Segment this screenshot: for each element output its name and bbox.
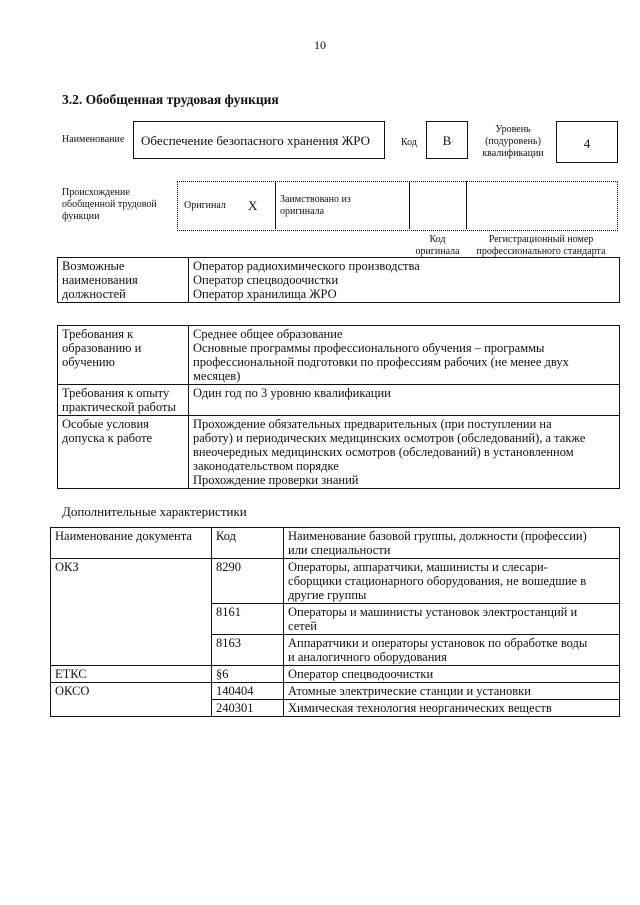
name-line: сетей <box>288 619 317 633</box>
name-line: Операторы и машинисты установок электростанций и <box>288 605 578 619</box>
level-label-line: (подуровень) <box>485 136 541 147</box>
cond-label <box>58 416 189 489</box>
reg-caption <box>466 234 616 258</box>
borrowed-label <box>280 194 351 218</box>
header-name-line: или специальности <box>288 543 391 557</box>
name-value-box <box>133 121 385 159</box>
cond-line: Прохождение проверки знаний <box>193 473 359 487</box>
edu-label-line: обучению <box>62 355 115 369</box>
code-cell: 8161 <box>212 604 284 635</box>
code-cell: 240301 <box>212 700 284 717</box>
doc-okz: ОКЗ <box>51 559 212 666</box>
positions-label <box>58 258 189 303</box>
positions-label-line: Возможные <box>62 259 125 273</box>
origin-label-line: функции <box>62 211 100 222</box>
name-line: другие группы <box>288 588 367 602</box>
header-name-line: Наименование базовой группы, должности (профессии) <box>288 529 587 543</box>
origin-divider <box>409 181 410 229</box>
cond-label-line: Особые условия <box>62 417 149 431</box>
name-label: Наименование <box>62 134 125 145</box>
exp-label-line: практической работы <box>62 400 176 414</box>
exp-value: Один год по 3 уровню квалификации <box>189 385 620 416</box>
header-doc: Наименование документа <box>51 528 212 559</box>
level-box <box>556 121 618 163</box>
level-label <box>474 124 552 160</box>
exp-label <box>58 385 189 416</box>
name-cell <box>284 559 620 604</box>
origin-label-line: Происхождение <box>62 187 130 198</box>
section-title: 3.2. Обобщенная трудовая функция <box>62 92 279 107</box>
positions-table <box>57 257 620 303</box>
positions-list <box>189 258 620 303</box>
name-cell <box>284 604 620 635</box>
positions-label-line: должностей <box>62 287 126 301</box>
reg-caption-line: Регистрационный номер <box>488 234 594 245</box>
name-line: и аналогичного оборудования <box>288 650 447 664</box>
level-value: 4 <box>583 136 591 151</box>
code-caption-line: Код <box>429 234 446 245</box>
edu-label <box>58 326 189 385</box>
name-cell: Химическая технология неорганических веществ <box>284 700 620 717</box>
position-item: Оператор спецводоочистки <box>193 273 339 287</box>
name-line: сборщики стационарного оборудования, не вошедшие в <box>288 574 587 588</box>
name-cell <box>284 635 620 666</box>
code-caption-line: оригинала <box>415 246 460 257</box>
code-cell: 8290 <box>212 559 284 604</box>
cond-label-line: допуска к работе <box>62 431 153 445</box>
code-cell: 8163 <box>212 635 284 666</box>
origin-label-line: обобщенной трудовой <box>62 199 157 210</box>
edu-label-line: Требования к <box>62 327 134 341</box>
name-value: Обеспечение безопасного хранения ЖРО <box>141 133 371 148</box>
page-number: 10 <box>314 38 326 52</box>
origin-box <box>177 181 618 231</box>
level-label-line: квалификации <box>482 148 544 159</box>
name-line: Аппаратчики и операторы установок по обработке воды <box>288 636 588 650</box>
header-name <box>284 528 620 559</box>
doc-okso: ОКСО <box>51 683 212 717</box>
code-cell: §6 <box>212 666 284 683</box>
doc-etks: ЕТКС <box>51 666 212 683</box>
cond-value <box>189 416 620 489</box>
edu-line: Основные программы профессионального обучения – программы <box>193 341 545 355</box>
original-label: Оригинал <box>184 200 226 211</box>
cond-line: работу) и периодических медицинских осмотров (обследований), а также <box>193 431 586 445</box>
name-line: Операторы, аппаратчики, машинисты и слесари- <box>288 560 548 574</box>
borrowed-label-line: оригинала <box>280 206 325 217</box>
edu-value <box>189 326 620 385</box>
edu-line: профессиональной подготовки по профессиям рабочих (не менее двух <box>193 355 569 369</box>
cond-line: законодательством порядке <box>193 459 339 473</box>
code-label: Код <box>401 137 417 148</box>
edu-label-line: образованию и <box>62 341 142 355</box>
exp-label-line: Требования к опыту <box>62 386 170 400</box>
original-mark: X <box>248 198 258 213</box>
borrowed-label-line: Заимствовано из <box>280 194 351 205</box>
position-item: Оператор хранилища ЖРО <box>193 287 337 301</box>
origin-divider <box>275 181 276 229</box>
positions-label-line: наименования <box>62 273 138 287</box>
additional-table <box>50 527 620 717</box>
code-caption <box>409 234 466 258</box>
additional-title: Дополнительные характеристики <box>62 504 247 519</box>
cond-line: Прохождение обязательных предварительных (при поступлении на <box>193 417 552 431</box>
reg-caption-line: профессионального стандарта <box>476 246 606 257</box>
header-code: Код <box>212 528 284 559</box>
code-cell: 140404 <box>212 683 284 700</box>
position-item: Оператор радиохимического производства <box>193 259 420 273</box>
name-cell: Оператор спецводоочистки <box>284 666 620 683</box>
code-value: В <box>442 133 452 148</box>
level-label-line: Уровень <box>495 124 531 135</box>
edu-line: Среднее общее образование <box>193 327 343 341</box>
origin-label <box>62 187 157 223</box>
name-cell: Атомные электрические станции и установки <box>284 683 620 700</box>
origin-divider <box>466 181 467 229</box>
edu-line: месяцев) <box>193 369 241 383</box>
cond-line: внеочередных медицинских осмотров (обследований) в установленном <box>193 445 574 459</box>
code-box <box>426 121 468 159</box>
requirements-table <box>57 325 620 489</box>
